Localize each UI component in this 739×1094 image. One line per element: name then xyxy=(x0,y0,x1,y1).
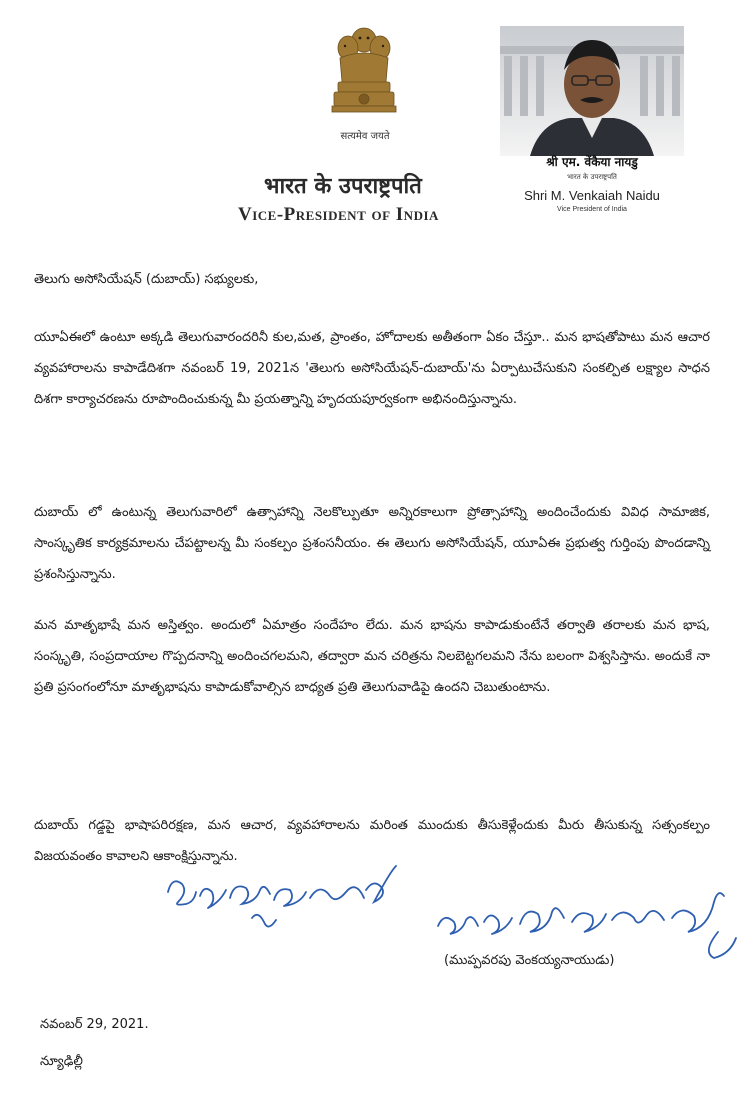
handwritten-signature xyxy=(432,882,739,962)
letter-place: న్యూఢిల్లీ xyxy=(40,1054,83,1069)
letterhead-title-english: Vice-President of India xyxy=(238,204,439,225)
portrait-name-english: Shri M. Venkaiah Naidu xyxy=(524,188,660,203)
letter-paragraph: దుబాయ్ గడ్డపై భాషాపరిరక్షణ, మన ఆచార, వ్యవహారాలను మరింత ముందుకు తీసుకెళ్లేందుకు మీరు తీసుకున్న సత్సంకల్పం విజయవంతం కావాలని ఆకాంక్షిస్తున్నాను. xyxy=(34,818,710,864)
portrait-subtitle-english: Vice President of India xyxy=(557,206,627,213)
letter-paragraph: దుబాయ్ లో ఉంటున్న తెలుగువారిలో ఉత్సాహాన్ని నెలకొల్పుతూ అన్నిరకాలుగా ప్రోత్సాహాన్ని అందించేందుకు వివిధ సామాజిక, సాంస్కృతిక కార్యక్రమాలను చేపట్టాలన్న మీ సంకల్పం ప్రశంసనీయం. ఈ తెలుగు అసోసియేషన్, యూఏఈ ప్రభుత్వ గుర్తింపు పొందడాన్ని ప్రశంసిస్తున్నాను. xyxy=(34,505,710,582)
signatory-name: (ముప్పవరపు వెంకయ్యనాయుడు) xyxy=(444,953,615,968)
portrait-subtitle-hindi: भारत के उपराष्ट्रपति xyxy=(567,173,617,181)
letter-date: నవంబర్ 29, 2021. xyxy=(40,1017,149,1032)
letter-paragraph: యూఏఈలో ఉంటూ అక్కడి తెలుగువారందరినీ కుల,మత, ప్రాంతం, హోదాలకు అతీతంగా ఏకం చేస్తూ.. మన భాషతోపాటు మన ఆచార వ్యవహారాలను కాపాడేదిశగా నవంబర్ 19, 2021న 'తెలుగు అసోసియేషన్-దుబాయ్'ను ఏర్పాటుచేసుకుని సంకల్పిత లక్ష్యాల సాధన దిశగా కార్యాచరణను రూపొందించుకున్న మీ ప్రయత్నాన్ని హృదయపూర్వకంగా అభినందిస్తున్నాను. xyxy=(34,330,710,407)
national-emblem-icon xyxy=(326,22,402,122)
portrait-photo xyxy=(500,26,684,156)
portrait-name-hindi: श्री एम. वेंकैया नायडु xyxy=(546,155,638,169)
letter-paragraph: మన మాతృభాషే మన అస్తిత్వం. అందులో ఏమాత్రం సందేహం లేదు. మన భాషను కాపాడుకుంటేనే తర్వాతి తరాలకు మన భాష, సంస్కృతి, సంప్రదాయాల గొప్పదనాన్ని అందించగలమని, తద్వారా మన చరిత్రను నిలబెట్టగలమని నేను బలంగా విశ్వసిస్తాను. అందుకే నా ప్రతి ప్రసంగంలోనూ మాతృభాషను కాపాడుకోవాల్సిన బాధ్యత ప్రతి తెలుగువాడిపై ఉందని చెబుతుంటాను. xyxy=(34,618,710,695)
emblem-motto: सत्यमेव जयते xyxy=(340,131,390,142)
letter-salutation: తెలుగు అసోసియేషన్ (దుబాయ్) సభ్యులకు, xyxy=(34,272,259,287)
portrait-card xyxy=(500,26,684,218)
letterhead-title-hindi: भारत के उपराष्ट्रपति xyxy=(264,173,422,199)
handwritten-greeting xyxy=(160,862,400,942)
